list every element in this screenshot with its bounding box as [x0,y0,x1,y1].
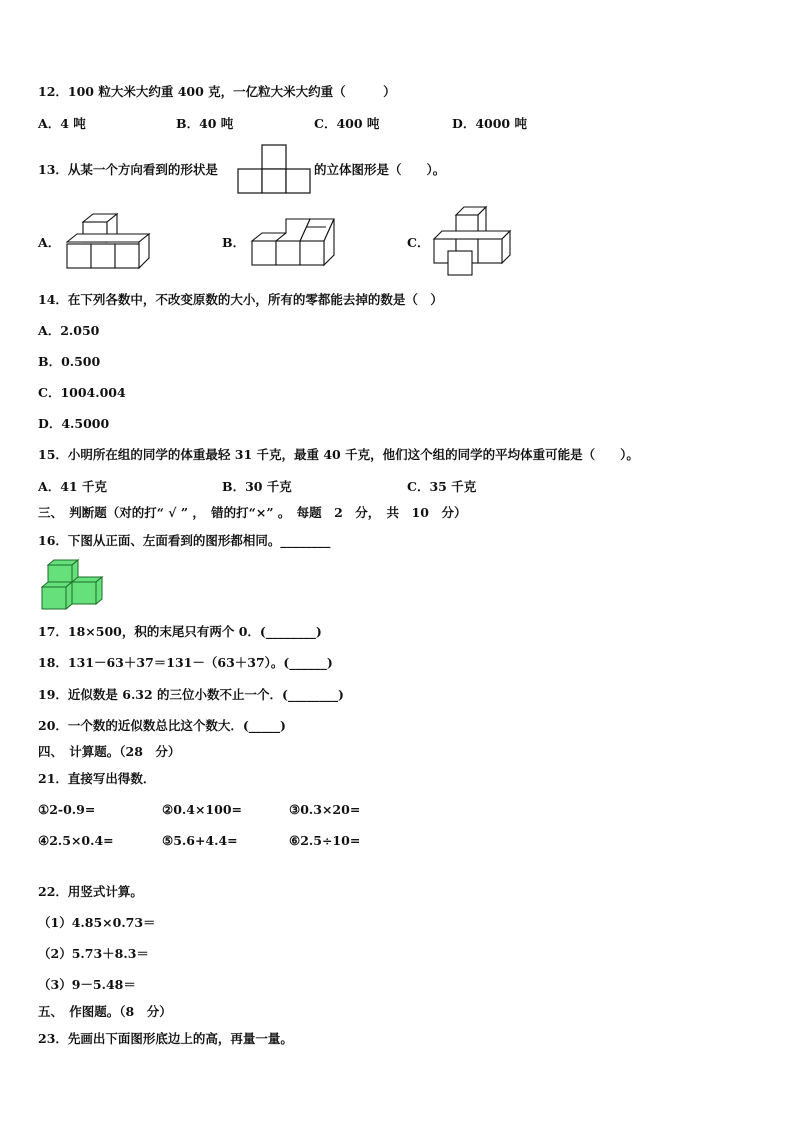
q12-option-d: D．4000 吨 [452,116,527,131]
q16-cube-figure [40,558,106,612]
q12-option-c: C．400 吨 [314,116,380,131]
q16-stem: 16．下图从正面、左面看到的图形都相同。________ [38,533,331,548]
section5-heading: 五、 作图题。（8 分） [38,1004,172,1019]
q22-item-3: （3）9－5.48＝ [38,977,136,992]
q13-solid-c [430,205,516,277]
q21-item-5: ⑤5.6+4.4= [162,833,238,848]
q21-item-6: ⑥2.5÷10= [289,833,361,848]
q13-stem-before: 13．从某一个方向看到的形状是 [38,162,218,177]
q14-option-a: A．2.050 [38,323,100,338]
q22-item-2: （2）5.73＋8.3＝ [38,946,149,961]
q19-stem: 19．近似数是 6.32 的三位小数不止一个．(________) [38,687,344,702]
q14-option-b: B．0.500 [38,354,101,369]
q13-view-shape [237,144,311,194]
q21-item-2: ②0.4×100= [162,802,242,817]
q15-option-b: B．30 千克 [222,479,292,494]
q21-item-4: ④2.5×0.4= [38,833,114,848]
q22-stem: 22．用竖式计算。 [38,884,143,899]
q22-item-1: （1）4.85×0.73＝ [38,915,156,930]
q17-stem: 17．18×500，积的末尾只有两个 0．(________) [38,624,322,639]
q14-option-c: C．1004.004 [38,385,126,400]
q23-stem: 23．先画出下面图形底边上的高，再量一量。 [38,1031,293,1046]
section4-heading: 四、 计算题。（28 分） [38,744,181,759]
q21-item-1: ①2-0.9= [38,802,96,817]
q12-stem: 12．100 粒大米大约重 400 克，一亿粒大米大约重（ ） [38,84,396,99]
q14-option-d: D．4.5000 [38,416,110,431]
q13-option-a: A． [38,235,61,250]
q21-stem: 21．直接写出得数． [38,771,156,786]
q15-option-a: A．41 千克 [38,479,107,494]
q21-item-3: ③0.3×20= [289,802,361,817]
q20-stem: 20．一个数的近似数总比这个数大．(_____) [38,718,286,733]
q15-stem: 15．小明所在组的同学的体重最轻 31 千克，最重 40 千克，他们这个组的同学的平均体重可能是（ ）。 [38,447,639,462]
q13-solid-b [248,213,340,269]
q14-stem: 14．在下列各数中，不改变原数的大小，所有的零都能去掉的数是（ ） [38,292,443,307]
q13-option-b: B． [222,235,246,250]
q18-stem: 18．131－63＋37＝131－（63＋37）。(______) [38,655,333,670]
section3-heading: 三、 判断题（对的打“ √ ” ， 错的打“×” 。 每题 2 分， 共 10 分） [38,505,467,520]
q13-solid-a [62,210,158,272]
q12-option-b: B．40 吨 [176,116,234,131]
q13-option-c: C． [407,235,430,250]
q12-option-a: A．4 吨 [38,116,86,131]
q13-stem-after: 的立体图形是（ ）。 [314,162,446,177]
q15-option-c: C．35 千克 [407,479,477,494]
